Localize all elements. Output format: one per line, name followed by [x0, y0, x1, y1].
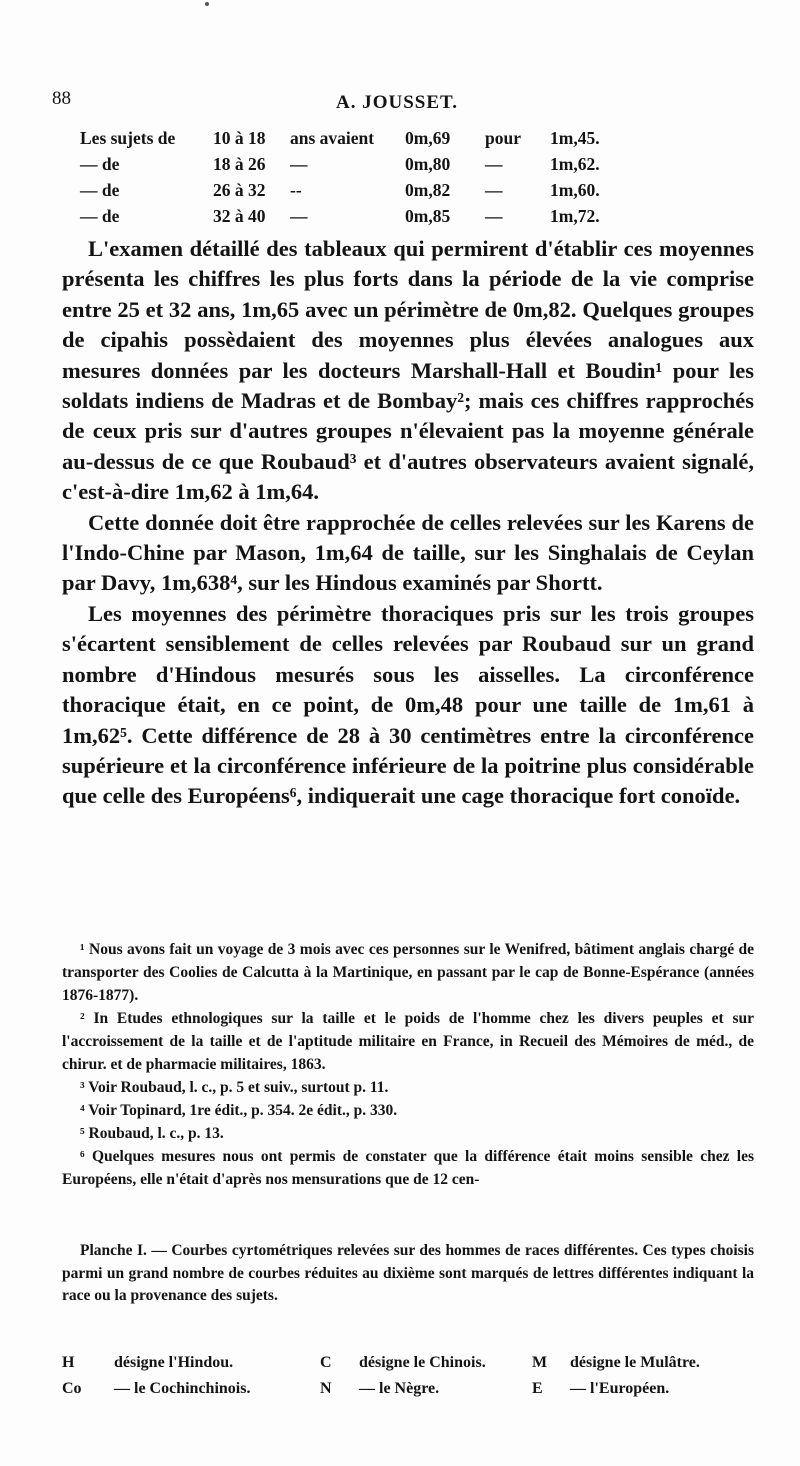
table-cell: — — [485, 154, 503, 174]
legend-text: désigne le Chinois. — [359, 1354, 486, 1371]
legend-text: — l'Européen. — [570, 1380, 670, 1397]
table-cell: 32 à 40 — [213, 206, 266, 226]
table-cell: — de — [80, 206, 120, 226]
page-number: 88 — [52, 88, 71, 109]
legend-letter: M — [532, 1354, 548, 1371]
table-cell: -- — [290, 180, 302, 200]
legend-letter: H — [62, 1354, 75, 1371]
footnote: ⁵ Roubaud, l. c., p. 13. — [80, 1125, 224, 1142]
table-cell: pour — [485, 128, 521, 148]
measurement-table — [80, 128, 730, 232]
table-cell: 1m,62. — [550, 154, 600, 174]
footnote: ² In Etudes ethnologiques sur la taille et le poids de l'homme chez les divers peuples et sur l'accroissement de la taille et de l'aptitude militaire en France, in Recueil des Mémoires de méd., de chirur. et de pharmacie militaires, 1863. — [62, 1010, 754, 1073]
print-speck — [205, 2, 209, 6]
table-cell: 1m,45. — [550, 128, 600, 148]
table-row — [80, 206, 730, 232]
table-cell: 18 à 26 — [213, 154, 266, 174]
legend-letter: C — [320, 1354, 332, 1371]
footnotes — [62, 938, 754, 1191]
legend-text: désigne le Mulâtre. — [570, 1354, 700, 1371]
plate-legend — [62, 1354, 754, 1406]
paragraph: Les moyennes des périmètre thoraciques pris sur les trois groupes s'écartent sensiblement de celles relevées par Roubaud sur un grand nombre d'Hindous mesurés sous les aisselles. La circonférence thoracique était, en ce point, de 0m,48 pour une taille de 1m,61 à 1m,62⁵. Cette différence de 28 à 30 centimètres entre la circonférence supérieure et la circonférence inférieure de la poitrine plus considérable que celle des Européens⁶, indiquerait une cage thoracique fort conoïde. — [62, 600, 754, 809]
footnote: ¹ Nous avons fait un voyage de 3 mois avec ces personnes sur le Wenifred, bâtiment anglais chargé de transporter des Coolies de Calcutta à la Martinique, en passant par le cap de Bonne-Espérance (années 1876-1877). — [62, 941, 754, 1004]
legend-row — [62, 1354, 754, 1380]
footnote: ⁶ Quelques mesures nous ont permis de constater que la différence était moins sensible chez les Européens, elle n'était d'après nos mensurations que de 12 cen- — [62, 1148, 754, 1188]
table-row — [80, 128, 730, 154]
table-cell: — — [290, 154, 308, 174]
legend-text: désigne l'Hindou. — [114, 1354, 234, 1371]
footnote: ³ Voir Roubaud, l. c., p. 5 et suiv., surtout p. 11. — [80, 1079, 389, 1096]
table-row — [80, 180, 730, 206]
table-cell: — — [290, 206, 308, 226]
table-cell: 26 à 32 — [213, 180, 266, 200]
footnote: ⁴ Voir Topinard, 1re édit., p. 354. 2e édit., p. 330. — [80, 1102, 398, 1119]
table-cell: 0m,69 — [405, 128, 451, 148]
paragraph: Cette donnée doit être rapprochée de celles relevées sur les Karens de l'Indo-Chine par Mason, 1m,64 de taille, sur les Singhalais de Ceylan par Davy, 1m,638⁴, sur les Hindous examinés par Shortt. — [62, 509, 754, 596]
table-cell: 1m,72. — [550, 206, 600, 226]
table-cell: ans avaient — [290, 128, 375, 148]
table-cell: — de — [80, 154, 120, 174]
running-head: A. JOUSSET. — [335, 92, 459, 113]
legend-row — [62, 1380, 754, 1406]
legend-text: — le Nègre. — [359, 1380, 440, 1397]
caption-text: Planche I. — Courbes cyrtométriques relevées sur des hommes de races différentes. Ces types choisis parmi un grand nombre de courbes réduites au dixième sont marqués de lettres différentes indiquant la race ou la provenance des sujets. — [62, 1242, 754, 1304]
plate-caption — [62, 1240, 754, 1308]
table-cell: 10 à 18 — [213, 128, 266, 148]
divider — [62, 1232, 754, 1233]
paragraph: L'examen détaillé des tableaux qui permirent d'établir ces moyennes présenta les chiffres les plus forts dans la période de la vie comprise entre 25 et 32 ans, 1m,65 avec un périmètre de 0m,82. Quelques groupes de cipahis possèdaient des moyennes plus élevées analogues aux mesures données par les docteurs Marshall-Hall et Boudin¹ pour les soldats indiens de Madras et de Bombay²; mais ces chiffres rapprochés de ceux pris sur d'autres groupes n'élevaient pas la moyenne générale au-dessus de ce que Roubaud³ et d'autres observateurs avaient signalé, c'est-à-dire 1m,62 à 1m,64. — [62, 236, 754, 505]
legend-text: — le Cochinchinois. — [114, 1380, 251, 1397]
legend-letter: E — [532, 1380, 543, 1397]
table-cell: 0m,85 — [405, 206, 451, 226]
table-row — [80, 154, 730, 180]
table-cell: — — [485, 206, 503, 226]
legend-letter: N — [320, 1380, 332, 1397]
table-cell: — de — [80, 180, 120, 200]
legend-letter: Co — [62, 1380, 82, 1397]
body-text — [62, 234, 754, 812]
table-cell: 1m,60. — [550, 180, 600, 200]
table-cell: Les sujets de — [80, 128, 176, 148]
table-cell: — — [485, 180, 503, 200]
page-header — [52, 88, 742, 118]
table-cell: 0m,80 — [405, 154, 451, 174]
table-cell: 0m,82 — [405, 180, 451, 200]
